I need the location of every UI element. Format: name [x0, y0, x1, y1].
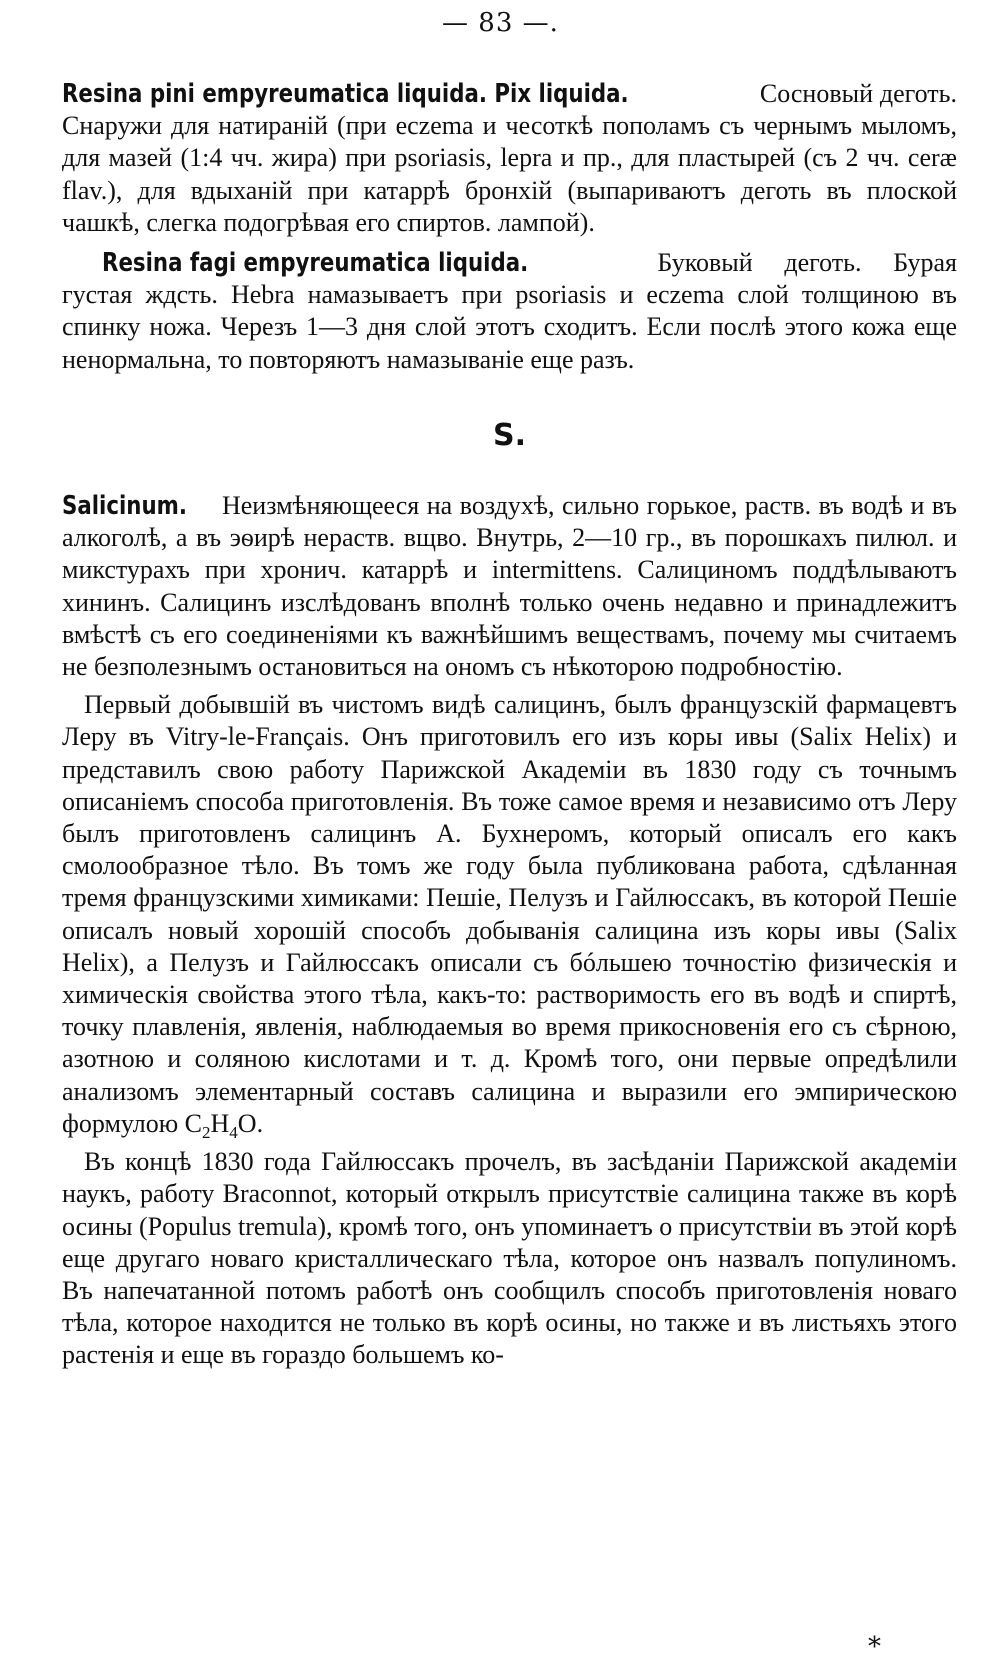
entry-text: Неизмѣняющееся на воздухѣ, сильно горькое, раств. въ водѣ и въ алкоголѣ, а въ эѳирѣ нераств. вщво. Внутрь, 2—10 гр., въ порошкахъ пилюл. и микстурахъ при хронич. катаррѣ и intermittens. Салициномъ поддѣлываютъ хининъ. Салицинъ изслѣдованъ вполнѣ только очень недавно и принадлежитъ вмѣстѣ съ его соединеніями къ важнѣйшимъ веществамъ, почему мы считаемъ не безполезнымъ остановиться на ономъ съ нѣкоторою подробностію.: [62, 491, 957, 682]
formula-part: C: [184, 1108, 203, 1138]
entry-text: Сосновый деготь. Снаружи для натираній (при eczema и чесоткѣ пополамъ съ чернымъ мыломъ, для мазей (1:4 чч. жира) при psoriasis, lepra и пр., для пластырей (съ 2 чч. ceræ flav.), для вдыханій при катаррѣ бронхій (выпариваютъ деготь въ плоской чашкѣ, слегка подогрѣвая его спиртов. лампой).: [62, 79, 957, 237]
entry-heading: Resina pini empyreumatica liquida. Pix liquida.: [62, 79, 629, 109]
paragraph-text: Первый добывшій въ чистомъ видѣ салицинъ, былъ французскій фармацевтъ Леру въ Vitry-le-Français. Онъ приготовилъ его изъ коры ивы (Salix Helix) и представилъ свою работу Парижской Академіи въ 1830 году съ точнымъ описаніемъ способа приготовленія. Въ тоже самое время и независимо отъ Леру былъ приготовленъ салицинъ А. Бухнеромъ, который описалъ его какъ смолообразное тѣло. Въ томъ же году была публикована работа, сдѣланная тремя французскими химиками: Пешіе, Пелузъ и Гайлюссакъ, въ которой Пешіе описалъ новый хорошій способъ добыванія салицина изъ коры ивы (Salix Helix), а Пелузъ и Гайлюссакъ описали съ бóльшею точностію физическія и химическія свойства этого тѣла, какъ-то: растворимость его въ водѣ и спиртѣ, точку плавленія, явленія, наблюдаемыя во время прикосновенія его съ сѣрною, азотною и соляною кислотами и т. д. Кромѣ того, они первые опредѣлили анализомъ элементарный составъ салицина и выразили его эмпирическою формулою: [62, 690, 957, 1138]
signature-mark: *: [868, 1632, 881, 1662]
paragraph-text: Въ концѣ 1830 года Гайлюссакъ прочелъ, въ засѣданіи Парижской академіи наукъ, работу Braconnot, который открылъ присутствіе салицина также въ корѣ осины (Populus tremula), кромѣ того, онъ упоминаетъ о присутствіи въ этой корѣ еще другаго новаго кристаллическаго тѣла, которое онъ назвалъ популиномъ. Въ напечатанной потомъ работѣ онъ сообщилъ способъ приготовленія новаго тѣла, которое находится не только въ корѣ осины, но также и въ листьяхъ этого растенія и еще въ гораздо большемъ ко-: [62, 1147, 957, 1370]
body-text: [62, 78, 957, 1372]
entry-pix-fagi: [62, 247, 957, 376]
formula-subscript: 4: [229, 1123, 238, 1143]
paragraph: [62, 689, 957, 1143]
entry-text: Буковый деготь. Бурая густая ждсть. Hebra намазываетъ при psoriasis и eczema слой толщиною въ спинку ножа. Черезъ 1—3 дня слой этотъ сходитъ. Если послѣ этого кожа еще ненормальна, то повторяютъ намазываніе еще разъ.: [62, 248, 958, 374]
formula-part: H: [210, 1108, 230, 1138]
section-letter: S.: [492, 417, 526, 453]
chemical-formula: [184, 1108, 264, 1143]
formula-part: O.: [237, 1108, 264, 1138]
page-number: — 83 —.: [442, 8, 559, 38]
paragraph: [62, 1146, 957, 1371]
entry-heading: Resina fagi empyreumatica liquida.: [102, 248, 529, 279]
entry-pix-pini: [62, 78, 957, 239]
formula-subscript: 2: [202, 1123, 211, 1143]
entry-salicinum: [62, 490, 957, 683]
entry-heading: Salicinum.: [62, 491, 187, 522]
